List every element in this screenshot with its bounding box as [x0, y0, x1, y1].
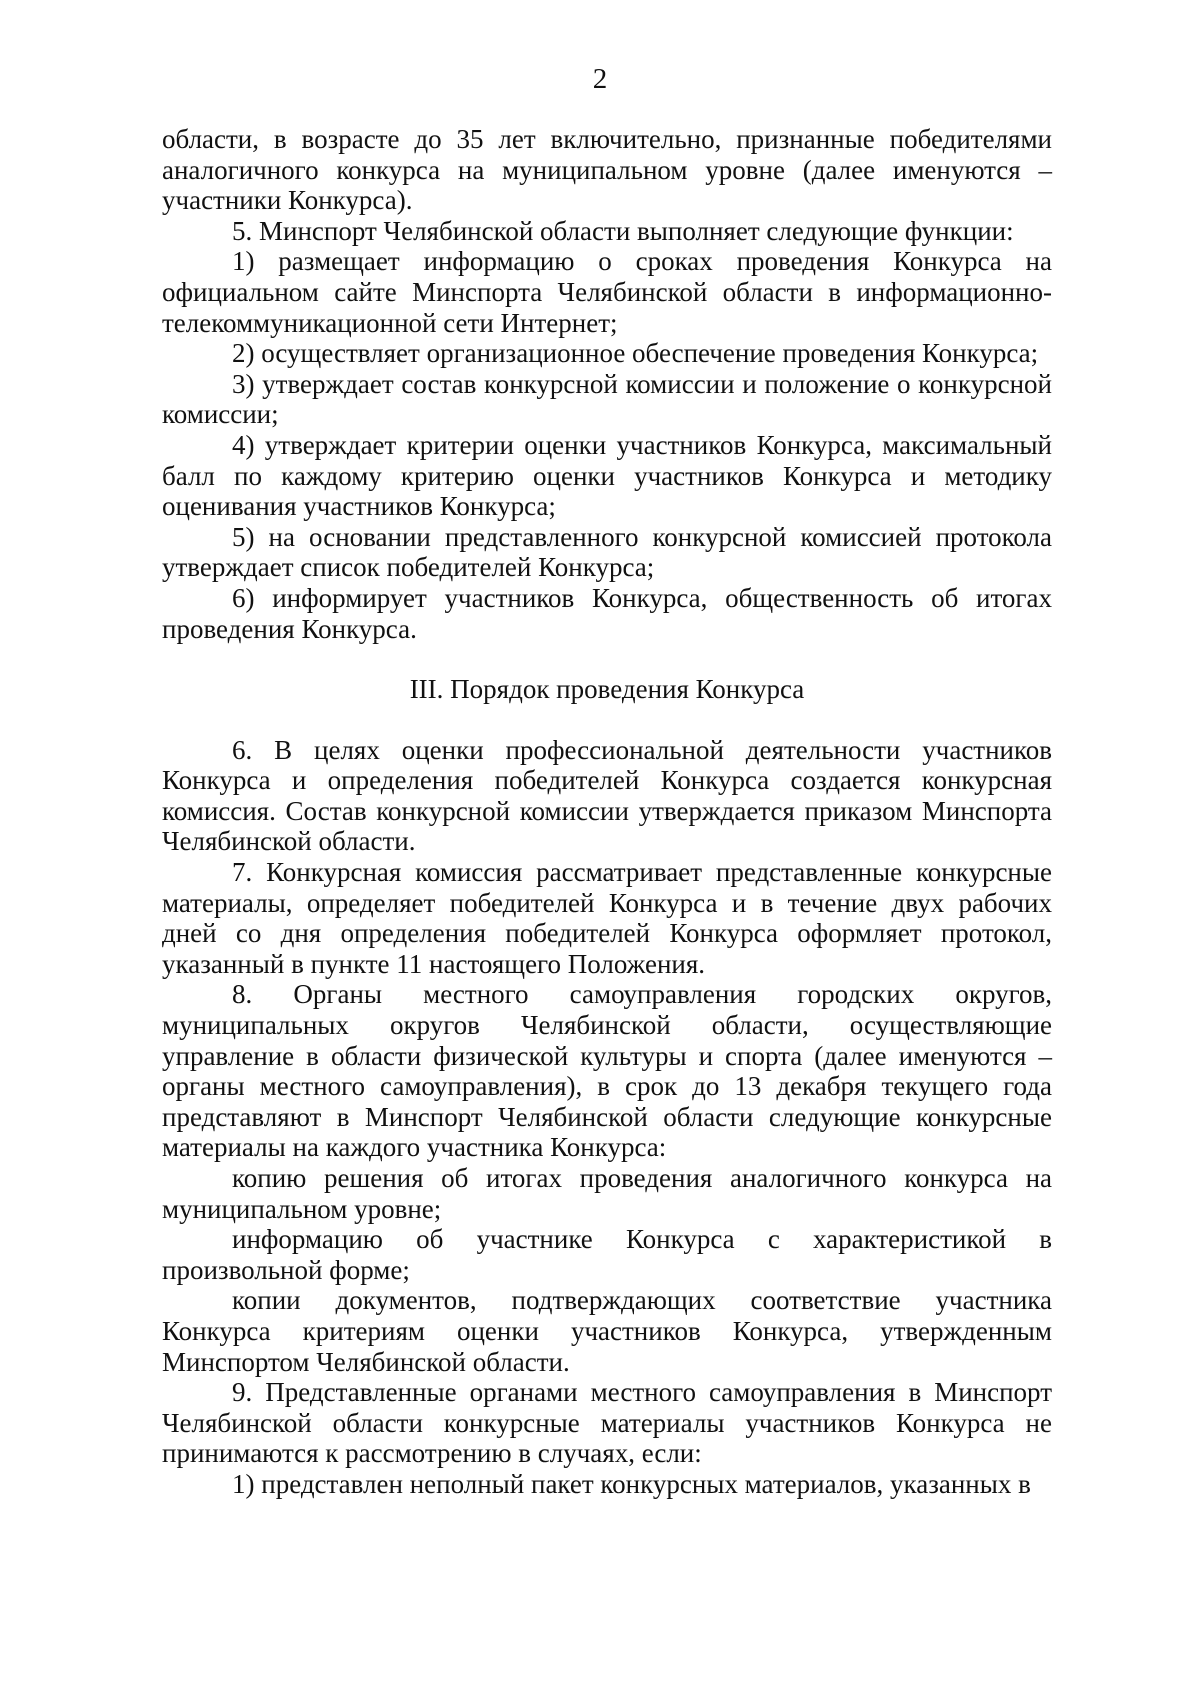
list-item-5-6: 6) информирует участников Конкурса, общественность об итогах проведения Конкурса. — [162, 582, 1052, 644]
list-item-5-5: 5) на основании представленного конкурсной комиссией протокола утверждает список победителей Конкурса; — [162, 521, 1052, 583]
paragraph-item-9: 9. Представленные органами местного самоуправления в Минспорт Челябинской области конкурсные материалы участников Конкурса не принимаются к рассмотрению в случаях, если: — [162, 1377, 1052, 1469]
paragraph-item-7: 7. Конкурсная комиссия рассматривает представленные конкурсные материалы, определяет победителей Конкурса и в течение двух рабочих дней со дня определения победителей Конкурса оформляет протокол, указанный в пункте 11 настоящего Положения. — [162, 857, 1052, 979]
page-number: 2 — [592, 63, 608, 95]
list-item-8-copy-decision: копию решения об итогах проведения аналогичного конкурса на муниципальном уровне; — [162, 1163, 1052, 1224]
list-item-5-4: 4) утверждает критерии оценки участников Конкурса, максимальный балл по каждому критерию оценки участников Конкурса и методику оценивания участников Конкурса; — [162, 429, 1052, 522]
list-item-8-participant-info: информацию об участнике Конкурса с характеристикой в произвольной форме; — [162, 1224, 1052, 1285]
list-item-5-2: 2) осуществляет организационное обеспечение проведения Конкурса; — [232, 338, 1039, 369]
list-item-5-1: 1) размещает информацию о сроках проведения Конкурса на официальном сайте Минспорта Челябинской области в информационно-телекоммуникационной сети Интернет; — [162, 246, 1052, 338]
list-item-5-3: 3) утверждает состав конкурсной комиссии и положение о конкурсной комиссии; — [162, 368, 1052, 430]
paragraph-continuation: области, в возрасте до 35 лет включительно, признанные победителями аналогичного конкурса на муниципальном уровне (далее именуются – участники Конкурса). — [162, 124, 1052, 216]
list-item-9-1: 1) представлен неполный пакет конкурсных материалов, указанных в — [232, 1468, 1031, 1499]
section-heading: III. Порядок проведения Конкурса — [409, 674, 805, 705]
document-body — [162, 124, 1052, 1500]
paragraph-item-5: 5. Минспорт Челябинской области выполняет следующие функции: — [232, 215, 1014, 246]
list-item-8-document-copies: копии документов, подтверждающих соответствие участника Конкурса критериям оценки участников Конкурса, утвержденным Минспортом Челябинской области. — [162, 1285, 1052, 1377]
paragraph-item-8: 8. Органы местного самоуправления городских округов, муниципальных округов Челябинской области, осуществляющие управление в области физической культуры и спорта (далее именуются – органы местного самоуправления), в срок до 13 декабря текущего года представляют в Минспорт Челябинской области следующие конкурсные материалы на каждого участника Конкурса: — [162, 979, 1052, 1163]
paragraph-item-6: 6. В целях оценки профессиональной деятельности участников Конкурса и определения победителей Конкурса создается конкурсная комиссия. Состав конкурсной комиссии утверждается приказом Минспорта Челябинской области. — [162, 734, 1052, 857]
